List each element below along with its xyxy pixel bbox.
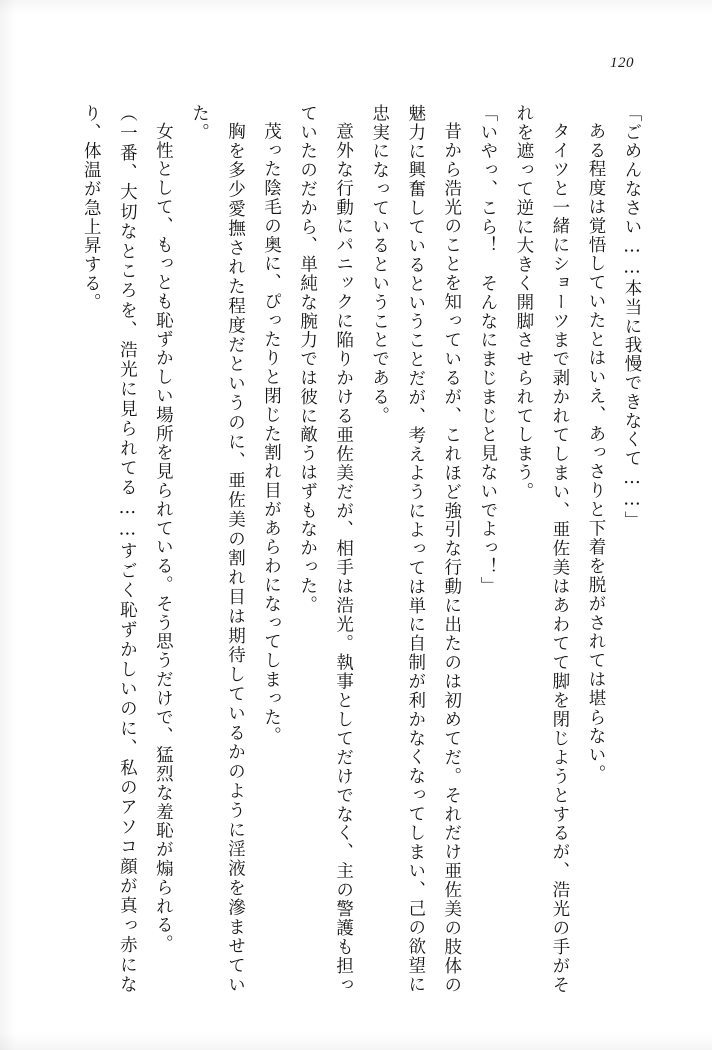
paragraph: 胸を多少愛撫された程度だというのに、亜佐美の割れ目は期待しているかのように淫液を滲ませていた。 bbox=[189, 104, 246, 994]
paragraph: 昔から浩光のことを知っているが、これほど強引な行動に出たのは初めてだ。それだけ亜佐美の肢体の魅力に興奮しているということだが、考えようによっては単に自制が利かなくなってしまい、己の欲望に忠実になっているということである。 bbox=[369, 104, 462, 994]
paragraph: タイツと一緒にショーツまで剥かれてしまい、亜佐美はあわてて脚を閉じようとするが、浩光の手がそれを遮って逆に大きく開脚させられてしまう。 bbox=[513, 104, 570, 994]
scan-shadow-bottom bbox=[0, 1032, 712, 1050]
scan-shadow-top bbox=[0, 0, 712, 14]
paragraph: 「ごめんなさい……本当に我慢できなくて……」 bbox=[622, 104, 642, 530]
paragraph: ある程度は覚悟していたとはいえ、あっさりと下着を脱がされては堪らない。 bbox=[585, 121, 606, 783]
paragraph: （一番、大切なところを、浩光に見られてる……すごく恥ずかしいのに、私のアソコ顔が真っ赤になり、体温が急上昇する。 bbox=[81, 104, 138, 994]
body-text bbox=[64, 104, 650, 994]
paragraph: 「いやっ、こら！ そんなにまじまじと見ないでよっ！」 bbox=[477, 104, 498, 596]
paragraph: 女性として、もっとも恥ずかしい場所を見られている。そう思うだけで、猛烈な羞恥が煽られる。 bbox=[153, 121, 174, 954]
paragraph: 茂った陰毛の奥に、ぴったりと閉じた割れ目があらわになってしまった。 bbox=[261, 121, 282, 746]
paragraph: 意外な行動にパニックに陥りかける亜佐美だが、相手は浩光。執事としてだけでなく、主の警護も担っていたのだから、単純な腕力では彼に敵うはずもなかった。 bbox=[297, 104, 354, 994]
scan-shadow-left bbox=[0, 0, 16, 1050]
page-number: 120 bbox=[610, 55, 634, 71]
